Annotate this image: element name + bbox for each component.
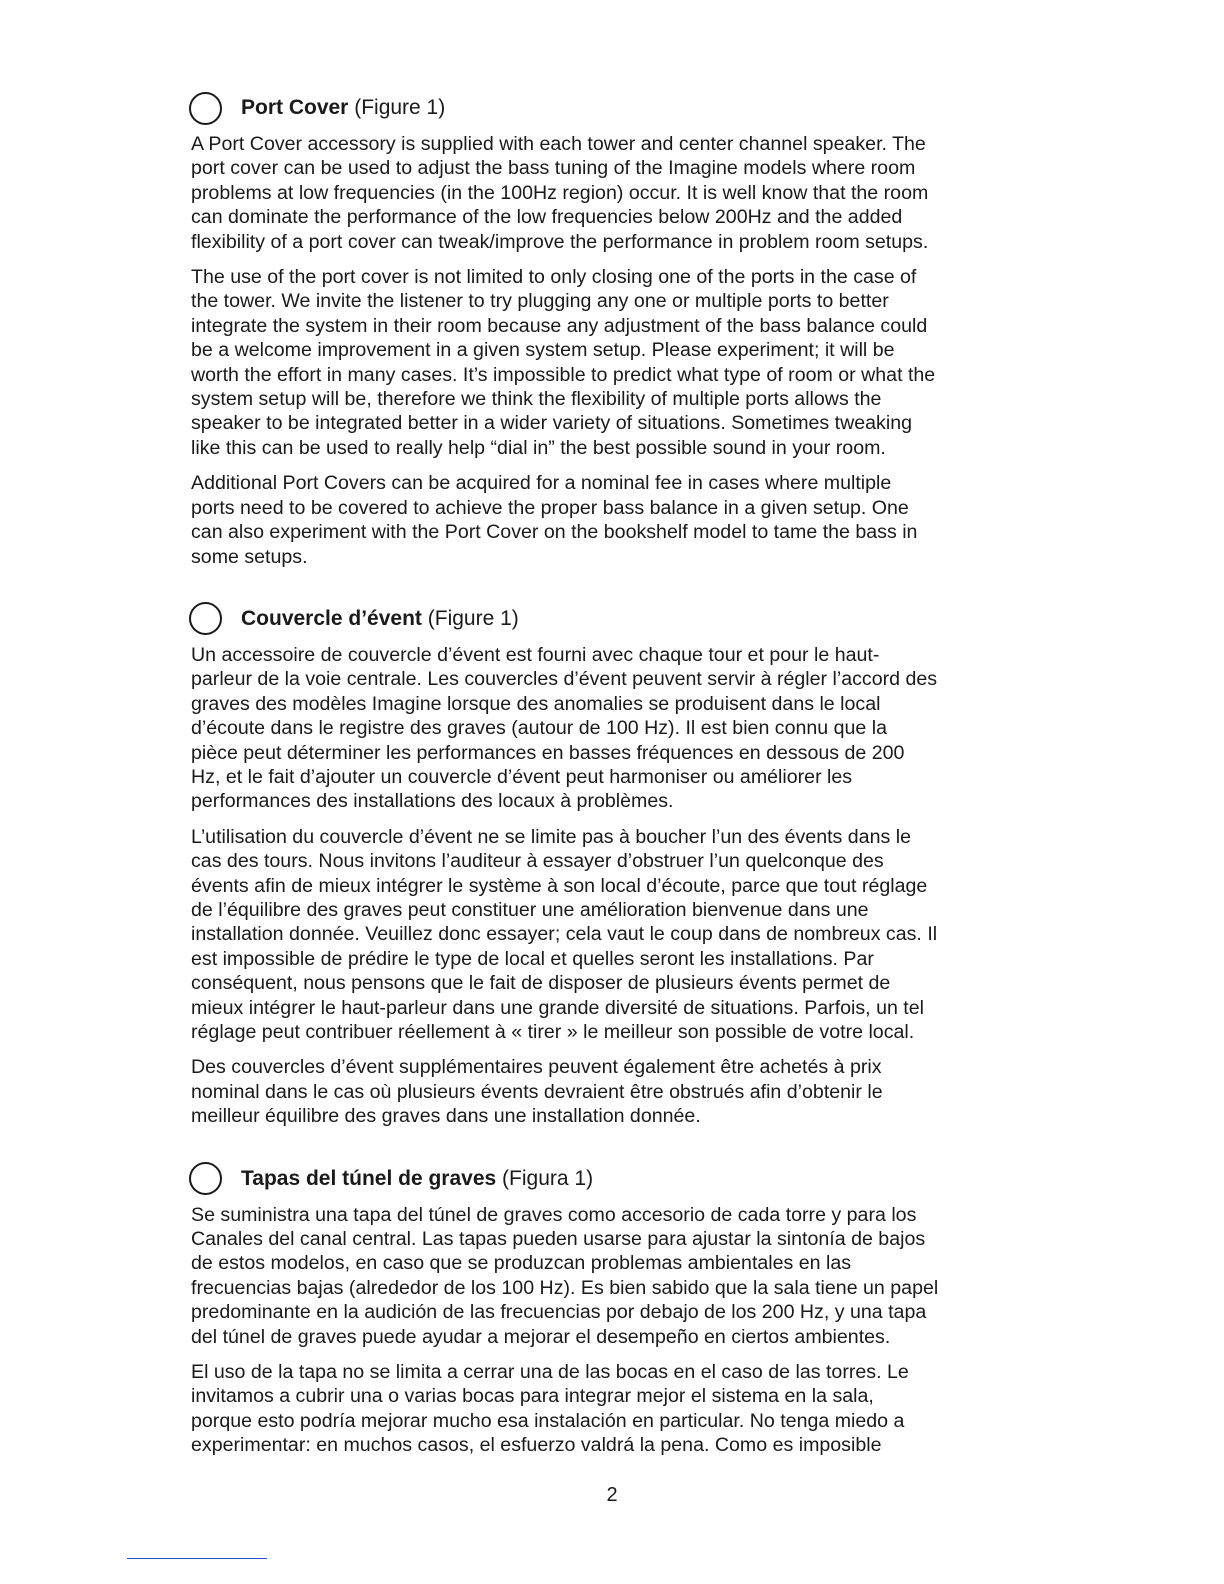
paragraph: Un accessoire de couvercle d’évent est fourni avec chaque tour et pour le haut- parleur de la voie centrale. Les couvercles d’évent peuvent servir à régler l’accord des graves des modèles Imagine lorsque des anomalies se produisent dans le local d’écoute dans le registre des graves (autour de 100 Hz). Il est bien connu que la pièce peut déterminer les performances en basses fréquences en dessous de 200 Hz, et le fait d’ajouter un couvercle d’évent peut harmoniser ou améliorer les performances des installations des locaux à problèmes.: [191, 643, 938, 813]
section-header: [189, 599, 1031, 639]
section-title-bold: Couvercle d’évent: [241, 606, 422, 630]
section-title-bold: Tapas del túnel de graves: [241, 1166, 497, 1190]
page-number: 2: [606, 1484, 618, 1506]
paragraph: Des couvercles d’évent supplémentaires peuvent également être achetés à prix nominal dans le cas où plusieurs évents devraient être obstrués afin d’obtenir le meilleur équilibre des graves dans une installation donnée.: [191, 1056, 883, 1128]
paragraph: Additional Port Covers can be acquired for a nominal fee in cases where multiple ports need to be covered to achieve the proper bass balance in a given setup. One can also experiment with the Port Cover on the bookshelf model to tame the bass in some setups.: [191, 472, 918, 568]
paragraph: El uso de la tapa no se limita a cerrar una de las bocas en el caso de las torres. Le invitamos a cubrir una o varias bocas para integrar mejor el sistema en la sala, porque esto podría mejorar mucho esa instalación en particular. No tenga miedo a experimentar: en muchos casos, el esfuerzo valdrá la pena. Como es imposible: [191, 1361, 909, 1457]
section-header: [189, 1159, 1031, 1199]
section-tapas-tunel-graves: [191, 1159, 1031, 1458]
paragraph: A Port Cover accessory is supplied with each tower and center channel speaker. The port cover can be used to adjust the bass tuning of the Imagine models where room problems at low frequencies (in the 100Hz region) occur. It is well know that the room can dominate the performance of the low frequencies below 200Hz and the added flexibility of a port cover can tweak/improve the performance in problem room setups.: [191, 133, 929, 253]
section-title-bold: Port Cover: [241, 96, 349, 119]
document-body: [191, 88, 1031, 1488]
section-port-cover: [191, 88, 1031, 569]
section-header: [189, 88, 1031, 128]
section-title: [241, 96, 445, 120]
paragraph: L’utilisation du couvercle d’évent ne se limite pas à boucher l’un des évents dans le cas des tours. Nous invitons l’auditeur à essayer d’obstruer l’un quelconque des évents afin de mieux intégrer le système à son local d’écoute, parce que tout réglage de l’équilibre des graves peut constituer une amélioration bienvenue dans une installation donnée. Veuillez donc essayer; cela vaut le coup dans de nombreux cas. Il est impossible de prédire le type de local et quelles seront les installations. Par conséquent, nous pensons que le fait de disposer de plusieurs évents permet de mieux intégrer le haut-parleur dans une grande diversité de situations. Parfois, un tel réglage peut contribuer réellement à « tirer » le meilleur son possible de votre local.: [191, 825, 938, 1043]
checkbox-circle-icon: [189, 92, 222, 125]
section-title: [241, 607, 519, 631]
checkbox-circle-icon: [189, 1162, 222, 1195]
paragraph: The use of the port cover is not limited to only closing one of the ports in the case of the tower. We invite the listener to try plugging any one or multiple ports to better integrate the system in their room because any adjustment of the bass balance could be a welcome improvement in a given system setup. Please experiment; it will be worth the effort in many cases. It’s impossible to predict what type of room or what the system setup will be, therefore we think the flexibility of multiple ports allows the speaker to be integrated better in a wider variety of situations. Sometimes tweaking like this can be used to really help “dial in” the best possible sound in your room.: [191, 266, 936, 459]
checkbox-circle-icon: [189, 602, 222, 635]
section-couvercle-devent: [191, 599, 1031, 1129]
paragraph: Se suministra una tapa del túnel de graves como accesorio de cada torre y para los Canales del canal central. Las tapas pueden usarse para ajustar la sintonía de bajos de estos modelos, en caso que se produzcan problemas ambientales en las frecuencias bajas (alrededor de los 100 Hz). Es bien sabido que la sala tiene un papel predominante en la audición de las frecuencias por debajo de los 200 Hz, y una tapa del túnel de graves puede ayudar a mejorar el desempeño en ciertos ambientes.: [191, 1203, 939, 1348]
figure-reference: (Figure 1): [354, 96, 446, 119]
figure-reference: (Figure 1): [427, 606, 519, 630]
section-title: [241, 1167, 593, 1191]
footer-rule: [127, 1558, 267, 1559]
figure-reference: (Figura 1): [502, 1166, 594, 1190]
